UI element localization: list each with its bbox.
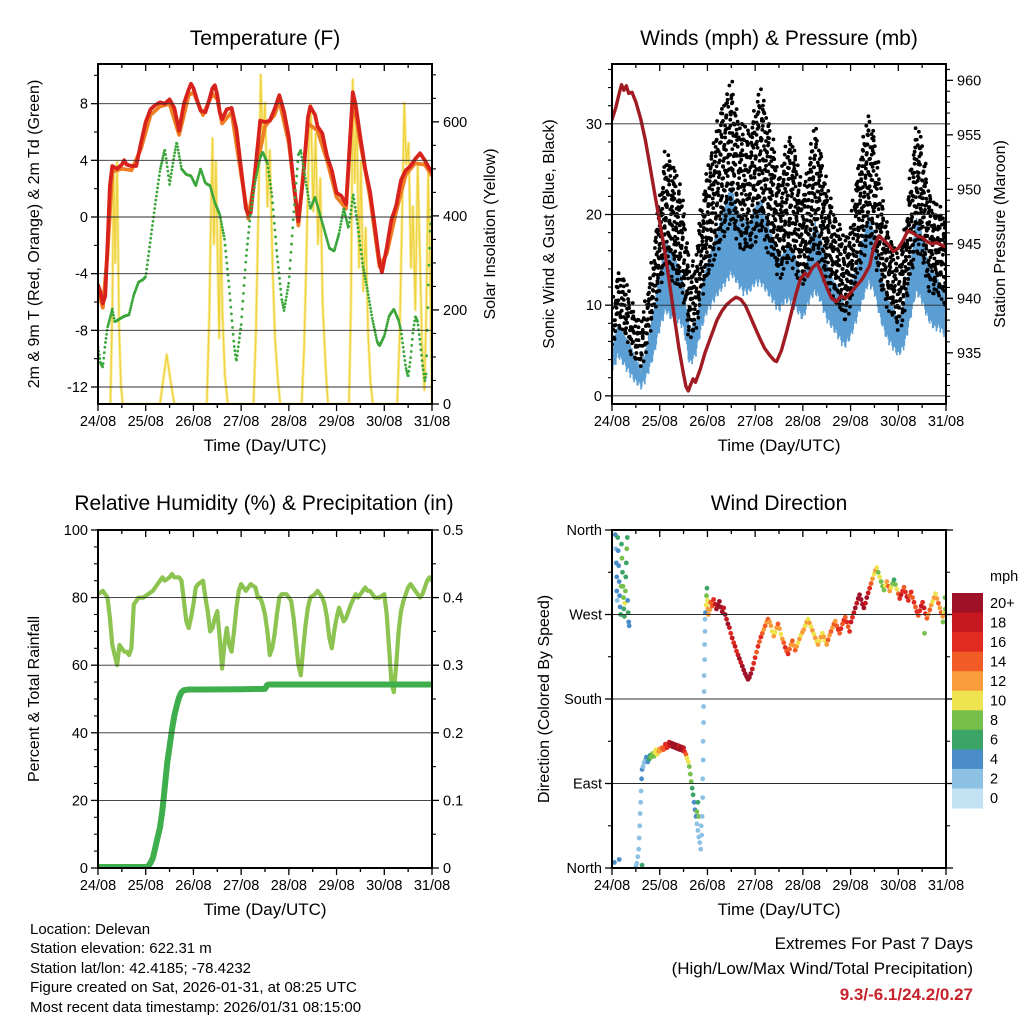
- svg-text:28/08: 28/08: [784, 878, 822, 894]
- winds-ylabel-left: Sonic Wind & Gust (Blue, Black): [541, 119, 558, 349]
- svg-text:4: 4: [990, 752, 999, 769]
- svg-text:200: 200: [443, 302, 468, 319]
- svg-text:25/08: 25/08: [127, 878, 164, 894]
- svg-text:South: South: [564, 692, 602, 708]
- svg-text:30/08: 30/08: [880, 414, 917, 430]
- svg-text:960: 960: [957, 73, 982, 90]
- svg-text:20: 20: [585, 207, 602, 224]
- svg-text:29/08: 29/08: [832, 878, 869, 894]
- svg-text:27/08: 27/08: [736, 878, 774, 894]
- svg-text:28/08: 28/08: [270, 878, 308, 894]
- svg-text:8: 8: [79, 96, 88, 113]
- wind-direction-ylabel-left: Direction (Colored By Speed): [536, 594, 553, 804]
- svg-text:26/08: 26/08: [689, 414, 726, 430]
- svg-text:60: 60: [71, 658, 88, 675]
- extremes-block: [500, 931, 973, 1007]
- rh-xlabel: Time (Day/UTC): [203, 900, 327, 919]
- svg-text:28/08: 28/08: [270, 414, 308, 430]
- svg-text:0.4: 0.4: [443, 590, 464, 607]
- svg-text:10: 10: [585, 298, 602, 315]
- temperature-ylabel-right: Solar Insolation (Yellow): [482, 148, 499, 320]
- svg-text:24/08: 24/08: [593, 878, 631, 894]
- svg-text:80: 80: [71, 590, 88, 607]
- temperature-xlabel: Time (Day/UTC): [203, 436, 327, 455]
- svg-text:12: 12: [990, 673, 1007, 690]
- rh-ylabel-left: Percent & Total Rainfall: [26, 616, 43, 783]
- svg-text:955: 955: [957, 127, 982, 144]
- wind-direction-xlabel: Time (Day/UTC): [717, 900, 841, 919]
- svg-text:600: 600: [443, 114, 468, 131]
- svg-text:30/08: 30/08: [880, 878, 917, 894]
- svg-text:8: 8: [990, 713, 999, 730]
- svg-text:0: 0: [990, 791, 999, 808]
- svg-text:6: 6: [990, 732, 999, 749]
- svg-text:0.5: 0.5: [443, 523, 464, 539]
- svg-text:30: 30: [585, 116, 602, 133]
- rh-precip-title: Relative Humidity (%) & Precipitation (in): [74, 492, 454, 515]
- wind-direction-title: Wind Direction: [710, 492, 848, 515]
- svg-text:27/08: 27/08: [736, 414, 774, 430]
- svg-text:24/08: 24/08: [593, 414, 631, 430]
- svg-text:25/08: 25/08: [641, 414, 678, 430]
- svg-text:30/08: 30/08: [366, 414, 403, 430]
- svg-text:20: 20: [71, 793, 88, 810]
- svg-text:27/08: 27/08: [222, 414, 260, 430]
- svg-text:2: 2: [990, 771, 999, 788]
- svg-text:945: 945: [957, 236, 982, 253]
- svg-text:-8: -8: [75, 323, 88, 340]
- svg-text:28/08: 28/08: [784, 414, 822, 430]
- colorbar-title: mph: [990, 569, 1019, 585]
- temperature-ylabel-left: 2m & 9m T (Red, Orange) & 2m Td (Green): [26, 79, 43, 389]
- svg-text:31/08: 31/08: [927, 414, 965, 430]
- footer-location: Location: Delevan: [30, 921, 151, 938]
- svg-text:0: 0: [593, 388, 602, 405]
- svg-text:0.2: 0.2: [443, 725, 464, 742]
- svg-text:16: 16: [990, 634, 1007, 651]
- svg-text:-12: -12: [67, 380, 88, 396]
- svg-text:940: 940: [957, 291, 982, 308]
- svg-text:935: 935: [957, 345, 982, 362]
- svg-text:0: 0: [443, 861, 452, 877]
- svg-text:31/08: 31/08: [927, 878, 965, 894]
- svg-text:East: East: [572, 776, 602, 793]
- extremes-title: Extremes For Past 7 Days: [774, 934, 973, 953]
- svg-text:29/08: 29/08: [832, 414, 869, 430]
- footer-latlon: Station lat/lon: 42.4185; -78.4232: [30, 959, 252, 977]
- svg-text:26/08: 26/08: [175, 414, 212, 430]
- svg-text:4: 4: [79, 153, 88, 170]
- svg-text:25/08: 25/08: [127, 414, 164, 430]
- svg-text:0: 0: [443, 397, 452, 413]
- svg-text:400: 400: [443, 208, 468, 225]
- svg-text:26/08: 26/08: [175, 878, 212, 894]
- svg-text:10: 10: [990, 693, 1007, 710]
- svg-text:0.1: 0.1: [443, 793, 464, 810]
- svg-text:30/08: 30/08: [366, 878, 403, 894]
- footer-created: Figure created on Sat, 2026-01-31, at 08:25 UTC: [30, 979, 357, 997]
- svg-text:North: North: [566, 861, 602, 877]
- extremes-values: 9.3/-6.1/24.2/0.27: [839, 984, 973, 1004]
- pressure-ylabel-right: Station Pressure (Maroon): [992, 140, 1009, 328]
- svg-text:31/08: 31/08: [413, 878, 451, 894]
- svg-text:26/08: 26/08: [689, 878, 726, 894]
- svg-text:20+: 20+: [990, 595, 1015, 612]
- svg-text:0.3: 0.3: [443, 658, 464, 675]
- svg-text:29/08: 29/08: [318, 878, 355, 894]
- svg-text:-4: -4: [75, 266, 88, 283]
- svg-text:25/08: 25/08: [641, 878, 678, 894]
- svg-text:18: 18: [990, 615, 1007, 632]
- svg-text:27/08: 27/08: [222, 878, 260, 894]
- temperature-title: Temperature (F): [189, 27, 341, 50]
- extremes-subtitle: (High/Low/Max Wind/Total Precipitation): [671, 959, 973, 979]
- svg-text:950: 950: [957, 182, 982, 199]
- svg-text:0: 0: [79, 210, 88, 226]
- svg-text:31/08: 31/08: [413, 414, 451, 430]
- svg-text:40: 40: [71, 725, 88, 742]
- svg-text:0: 0: [79, 861, 88, 877]
- station-footer: [30, 920, 361, 1017]
- svg-text:29/08: 29/08: [318, 414, 355, 430]
- svg-text:14: 14: [990, 654, 1007, 671]
- winds-pressure-title: Winds (mph) & Pressure (mb): [640, 27, 918, 50]
- footer-timestamp: Most recent data timestamp: 2026/01/31 08:15:00: [30, 998, 362, 1016]
- svg-text:100: 100: [63, 523, 88, 539]
- footer-elevation: Station elevation: 622.31 m: [30, 940, 212, 958]
- winds-xlabel: Time (Day/UTC): [717, 436, 841, 455]
- svg-text:North: North: [566, 523, 602, 539]
- svg-text:24/08: 24/08: [79, 878, 117, 894]
- svg-text:24/08: 24/08: [79, 414, 117, 430]
- svg-text:West: West: [569, 607, 602, 624]
